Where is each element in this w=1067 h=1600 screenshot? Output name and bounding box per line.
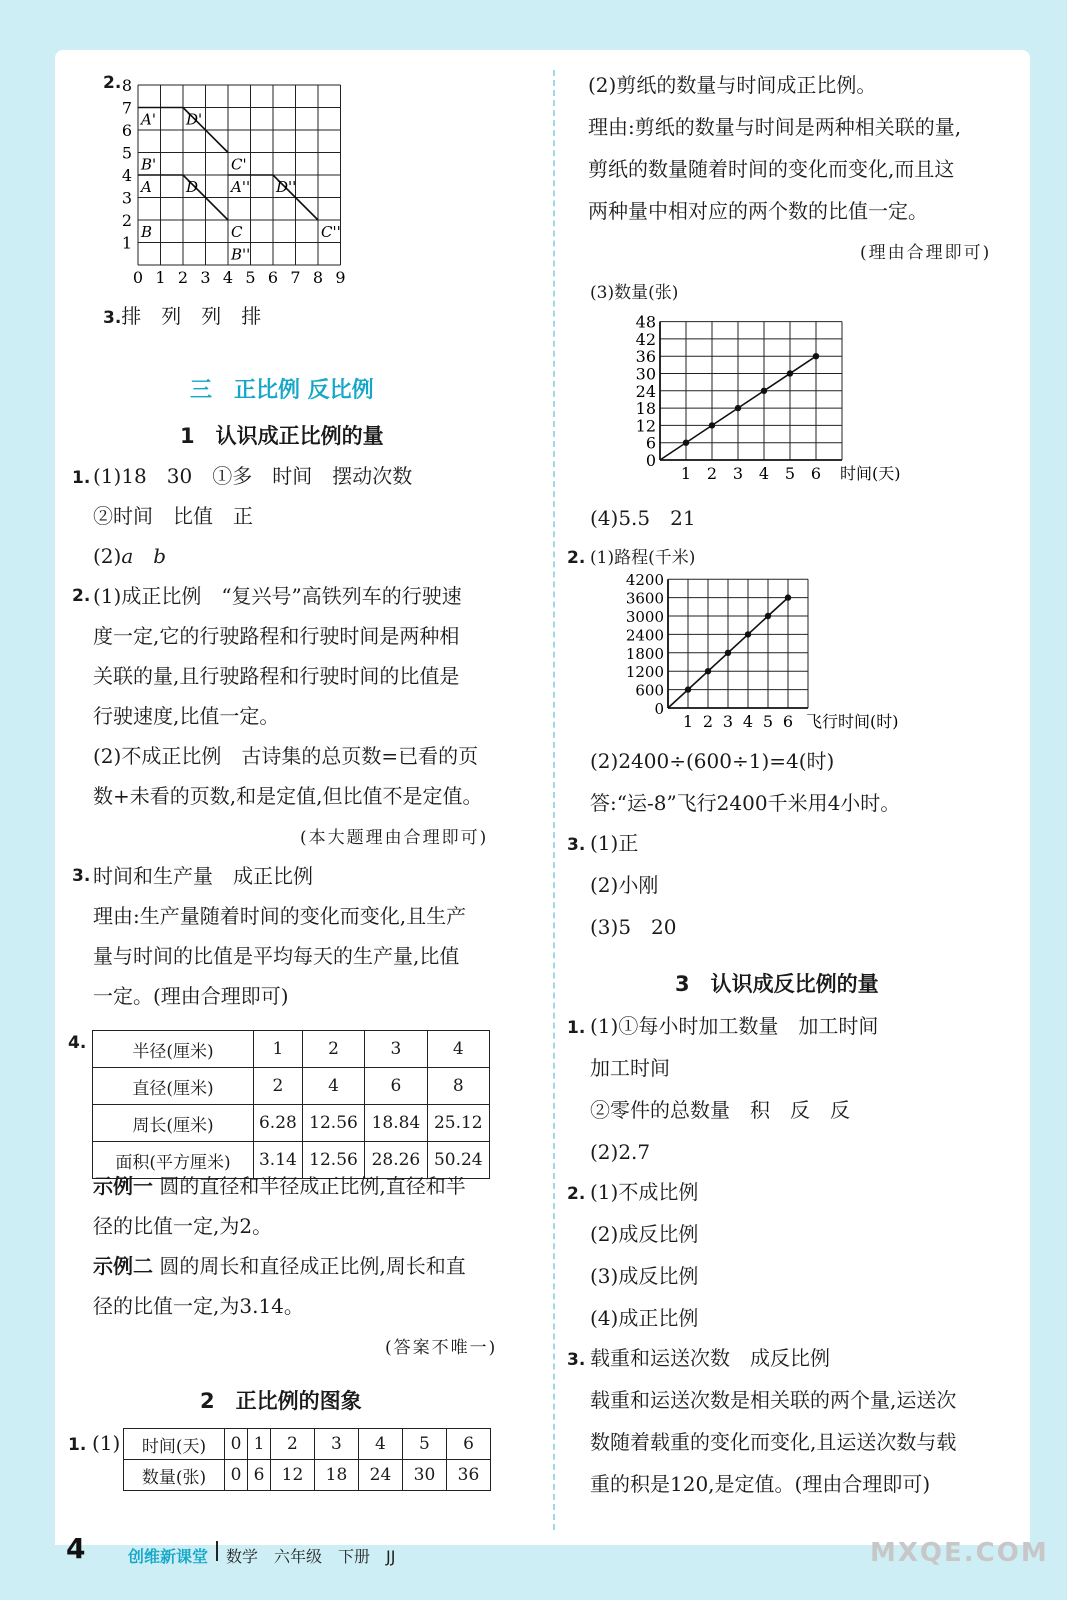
table-row [93, 1105, 490, 1142]
x-tick-label: 6 [267, 268, 279, 287]
l1q3-line: 理由:生产量随着时间的变化而变化,且生产 [93, 904, 467, 928]
book-info: 数学 六年级 下册 JJ [226, 1547, 396, 1566]
data-point [705, 668, 711, 674]
l3q2-line: (2)成反比例 [590, 1222, 699, 1246]
x-tick-label: 4 [742, 712, 754, 731]
l3q1-number: 1. [567, 1018, 586, 1038]
q3-number: 3. [103, 308, 122, 328]
data-point [709, 422, 715, 428]
x-axis-label: 飞行时间(时) [806, 712, 899, 731]
flight-chart [620, 570, 930, 735]
rq3-line: (3)5 20 [590, 915, 677, 939]
page-frame-right [1030, 0, 1067, 1600]
point-label: D'' [276, 178, 297, 196]
footer-divider [216, 1541, 218, 1561]
table-cell: 面积(平方厘米) [93, 1142, 254, 1179]
r4-line: (4)5.5 21 [590, 506, 696, 530]
table-cell: 直径(厘米) [93, 1068, 254, 1105]
y-tick-label: 1200 [625, 663, 664, 682]
l1q1-line-c [93, 543, 166, 569]
l1q1-c-b: b [153, 544, 167, 568]
l1q1-c-label: (2) [93, 544, 122, 568]
l3q3-line: 数随着载重的变化而变化,且运送次数与载 [590, 1430, 957, 1454]
x-tick-label: 1 [682, 712, 694, 731]
table-cell: 28.26 [365, 1142, 427, 1179]
y-tick-label: 0 [654, 700, 664, 718]
data-point [683, 440, 689, 446]
y-tick-label: 600 [635, 681, 664, 700]
table-cell: 2 [254, 1068, 303, 1105]
lesson2-title: 2 正比例的图象 [200, 1389, 362, 1413]
y-tick-label: 12 [635, 416, 656, 436]
table-cell: 18 [314, 1460, 358, 1491]
y-tick-label: 1 [121, 233, 132, 253]
y-tick-label: 5 [121, 143, 132, 163]
table-cell: 25.12 [427, 1105, 489, 1142]
circle-table [92, 1030, 490, 1179]
x-tick-label: 6 [782, 712, 794, 731]
y-tick-label: 0 [645, 451, 656, 470]
y-tick-label: 6 [645, 433, 656, 453]
l3q3-line: 载重和运送次数 成反比例 [590, 1346, 830, 1370]
table-cell: 12.56 [302, 1105, 364, 1142]
table-cell: 6.28 [254, 1105, 303, 1142]
l1q2-note: (本大题理由合理即可) [300, 828, 489, 848]
l3q3-line: 载重和运送次数是相关联的两个量,运送次 [590, 1388, 957, 1412]
l1q3-line: 时间和生产量 成正比例 [93, 864, 313, 888]
data-point [785, 594, 791, 600]
x-tick-label: 3 [732, 464, 744, 483]
point-label: B [141, 223, 153, 241]
q3-text: 排 列 列 排 [121, 304, 262, 328]
watermark: MXQE.COM [870, 1538, 1049, 1568]
l3q1-line: ②零件的总数量 积 反 反 [590, 1098, 850, 1122]
table-cell: 24 [358, 1460, 402, 1491]
example2-cont: 径的比值一定,为3.14。 [93, 1294, 304, 1318]
point-label: B' [141, 155, 157, 174]
column-divider [553, 70, 555, 1530]
data-point [685, 686, 691, 692]
rq2-line2: (2)2400÷(600÷1)=4(时) [590, 749, 835, 773]
table-cell: 周长(厘米) [93, 1105, 254, 1142]
l1q2-line: (1)成正比例 “复兴号”高铁列车的行驶速 [93, 584, 462, 608]
r1-line: 理由:剪纸的数量与时间是两种相关联的量, [588, 115, 962, 139]
table-row [93, 1068, 490, 1105]
point-label: C' [231, 155, 247, 174]
x-tick-label: 4 [758, 464, 770, 483]
table-cell: 2 [302, 1031, 364, 1068]
x-tick-label: 7 [290, 268, 301, 287]
data-point [787, 370, 793, 376]
l1q2-line: 度一定,它的行驶路程和行驶时间是两种相 [93, 624, 460, 648]
data-point [735, 405, 741, 411]
table-cell: 18.84 [365, 1105, 427, 1142]
l1q3-number: 3. [72, 866, 91, 886]
table-row [93, 1031, 490, 1068]
y-tick-label: 18 [635, 399, 656, 419]
x-tick-label: 5 [784, 464, 796, 483]
x-tick-label: 0 [132, 268, 144, 287]
r1-note: (理由合理即可) [860, 243, 992, 263]
example1-cont: 径的比值一定,为2。 [93, 1214, 273, 1238]
y-tick-label: 4 [121, 166, 132, 185]
x-tick-label: 3 [722, 712, 734, 731]
table-cell: 1 [254, 1031, 303, 1068]
l3q2-line: (4)成正比例 [590, 1306, 699, 1330]
y-tick-label: 24 [635, 381, 656, 401]
example2 [93, 1253, 466, 1279]
r1-line: (2)剪纸的数量与时间成正比例。 [588, 73, 877, 97]
table-cell: 2 [270, 1429, 314, 1460]
paper-cut-table [123, 1428, 491, 1491]
point-label: A' [141, 110, 156, 129]
table-cell: 半径(厘米) [93, 1031, 254, 1068]
table-cell: 3 [314, 1429, 358, 1460]
point-label: D [186, 178, 199, 196]
x-tick-label: 3 [200, 268, 211, 287]
rq3-line: (2)小刚 [590, 873, 659, 897]
x-tick-label: 2 [177, 268, 189, 287]
x-tick-label: 1 [680, 464, 692, 483]
y-tick-label: 3600 [625, 589, 664, 608]
l3q3-line: 重的积是120,是定值。(理由合理即可) [590, 1472, 931, 1496]
l2q1-sub: (1) [92, 1431, 121, 1455]
data-point [745, 631, 751, 637]
l1q4-number: 4. [68, 1033, 87, 1053]
table-cell: 3.14 [254, 1142, 303, 1179]
l3q2-line: (3)成反比例 [590, 1264, 699, 1288]
x-tick-label: 5 [762, 712, 774, 731]
point-label: A [141, 178, 152, 196]
example1 [93, 1173, 466, 1199]
example2-label: 示例二 [93, 1254, 153, 1278]
table-cell: 12 [270, 1460, 314, 1491]
y-tick-label: 42 [635, 329, 656, 349]
l1q1-line-a: (1)18 30 ①多 时间 摆动次数 [93, 464, 413, 488]
example1-text: 圆的直径和半径成正比例,直径和半 [159, 1174, 466, 1198]
table-cell: 5 [402, 1429, 446, 1460]
l1q2-line: 关联的量,且行驶路程和行驶时间的比值是 [93, 664, 460, 688]
y-tick-label: 4200 [625, 571, 664, 590]
l1q1-line-b: ②时间 比值 正 [93, 504, 253, 528]
l1q1-number: 1. [72, 468, 91, 488]
point-label: D' [186, 110, 203, 129]
table-cell: 数量(张) [124, 1460, 225, 1491]
y-tick-label: 48 [635, 312, 656, 332]
l1q2-number: 2. [72, 586, 91, 606]
data-point [765, 613, 771, 619]
q2-number: 2. [103, 73, 122, 93]
x-tick-label: 2 [702, 712, 714, 731]
x-tick-label: 4 [222, 268, 234, 287]
table-cell: 6 [247, 1460, 270, 1491]
table-cell: 12.56 [302, 1142, 364, 1179]
lesson1-title: 1 认识成正比例的量 [180, 424, 384, 448]
l1q1-c-a: a [121, 544, 134, 568]
y-tick-label: 3000 [625, 608, 664, 626]
y-tick-label: 36 [635, 347, 656, 367]
table-cell: 0 [225, 1460, 248, 1491]
coordinate-grid [110, 70, 360, 290]
data-point [761, 388, 767, 394]
table-cell: 4 [427, 1031, 489, 1068]
x-tick-label: 2 [706, 464, 718, 483]
x-axis-label: 时间(天) [840, 464, 901, 483]
y-tick-label: 2400 [625, 626, 664, 645]
r1-line: 剪纸的数量随着时间的变化而变化,而且这 [588, 157, 955, 181]
paper-cut-chart [630, 305, 930, 490]
l3q1-line: (2)2.7 [590, 1140, 651, 1164]
l2q1-number: 1. [68, 1435, 87, 1455]
x-tick-label: 1 [155, 268, 166, 287]
table-cell: 8 [427, 1068, 489, 1105]
x-tick-label: 5 [245, 268, 256, 287]
table-row [124, 1429, 491, 1460]
table-cell: 6 [365, 1068, 427, 1105]
y-tick-label: 2 [121, 211, 132, 230]
l3q2-number: 2. [567, 1184, 586, 1204]
point-label: C [231, 223, 243, 241]
table-cell: 4 [358, 1429, 402, 1460]
point-label: B'' [231, 245, 251, 264]
table-cell: 4 [302, 1068, 364, 1105]
y-tick-label: 1800 [625, 644, 664, 663]
y-tick-label: 8 [121, 76, 132, 95]
y-tick-label: 6 [121, 121, 132, 140]
page-number: 4 [66, 1532, 86, 1565]
table-row [124, 1460, 491, 1491]
lesson3-title: 3 认识成反比例的量 [675, 972, 879, 996]
rq3-line: (1)正 [590, 831, 639, 855]
rq2-number: 2. [567, 548, 586, 568]
rq3-number: 3. [567, 835, 586, 855]
r1-line: 两种量中相对应的两个数的比值一定。 [588, 199, 928, 223]
table-cell: 3 [365, 1031, 427, 1068]
point-label: C'' [321, 223, 341, 241]
l1q4-note: (答案不唯一) [385, 1338, 498, 1358]
l3q1-line: 加工时间 [590, 1056, 670, 1080]
example1-label: 示例一 [93, 1174, 153, 1198]
page-frame-left [0, 0, 55, 1600]
l1q2-line: 数+未看的页数,和是定值,但比值不是定值。 [93, 784, 483, 808]
x-tick-label: 8 [312, 268, 324, 287]
table-cell: 36 [446, 1460, 490, 1491]
table-cell: 0 [225, 1429, 248, 1460]
table-cell: 6 [446, 1429, 490, 1460]
table-cell: 30 [402, 1460, 446, 1491]
section-title: 三 正比例 反比例 [190, 378, 374, 403]
data-point [725, 650, 731, 656]
x-tick-label: 6 [810, 464, 822, 483]
x-tick-label: 9 [335, 268, 346, 287]
example2-text: 圆的周长和直径成正比例,周长和直 [159, 1254, 466, 1278]
l3q1-line: (1)①每小时加工数量 加工时间 [590, 1014, 879, 1038]
q3-line [103, 303, 261, 331]
l3q3-number: 3. [567, 1350, 586, 1370]
y-tick-label: 30 [635, 364, 656, 384]
data-point [813, 353, 819, 359]
brand-name: 创维新课堂 [128, 1547, 209, 1566]
rq2-line3: 答:“运-8”飞行2400千米用4小时。 [590, 791, 901, 815]
l3q2-line: (1)不成比例 [590, 1180, 699, 1204]
chart1-label: (3)数量(张) [590, 283, 679, 303]
y-tick-label: 3 [121, 188, 132, 208]
table-cell: 时间(天) [124, 1429, 225, 1460]
table-cell: 50.24 [427, 1142, 489, 1179]
point-label: A'' [231, 178, 251, 196]
y-tick-label: 7 [121, 98, 132, 118]
l1q2-line: 行驶速度,比值一定。 [93, 704, 280, 728]
l1q3-line: 一定。(理由合理即可) [93, 984, 289, 1008]
chart2-label: (1)路程(千米) [590, 548, 696, 568]
l1q3-line: 量与时间的比值是平均每天的生产量,比值 [93, 944, 460, 968]
l1q2-line: (2)不成正比例 古诗集的总页数=已看的页 [93, 744, 479, 768]
table-cell: 1 [247, 1429, 270, 1460]
